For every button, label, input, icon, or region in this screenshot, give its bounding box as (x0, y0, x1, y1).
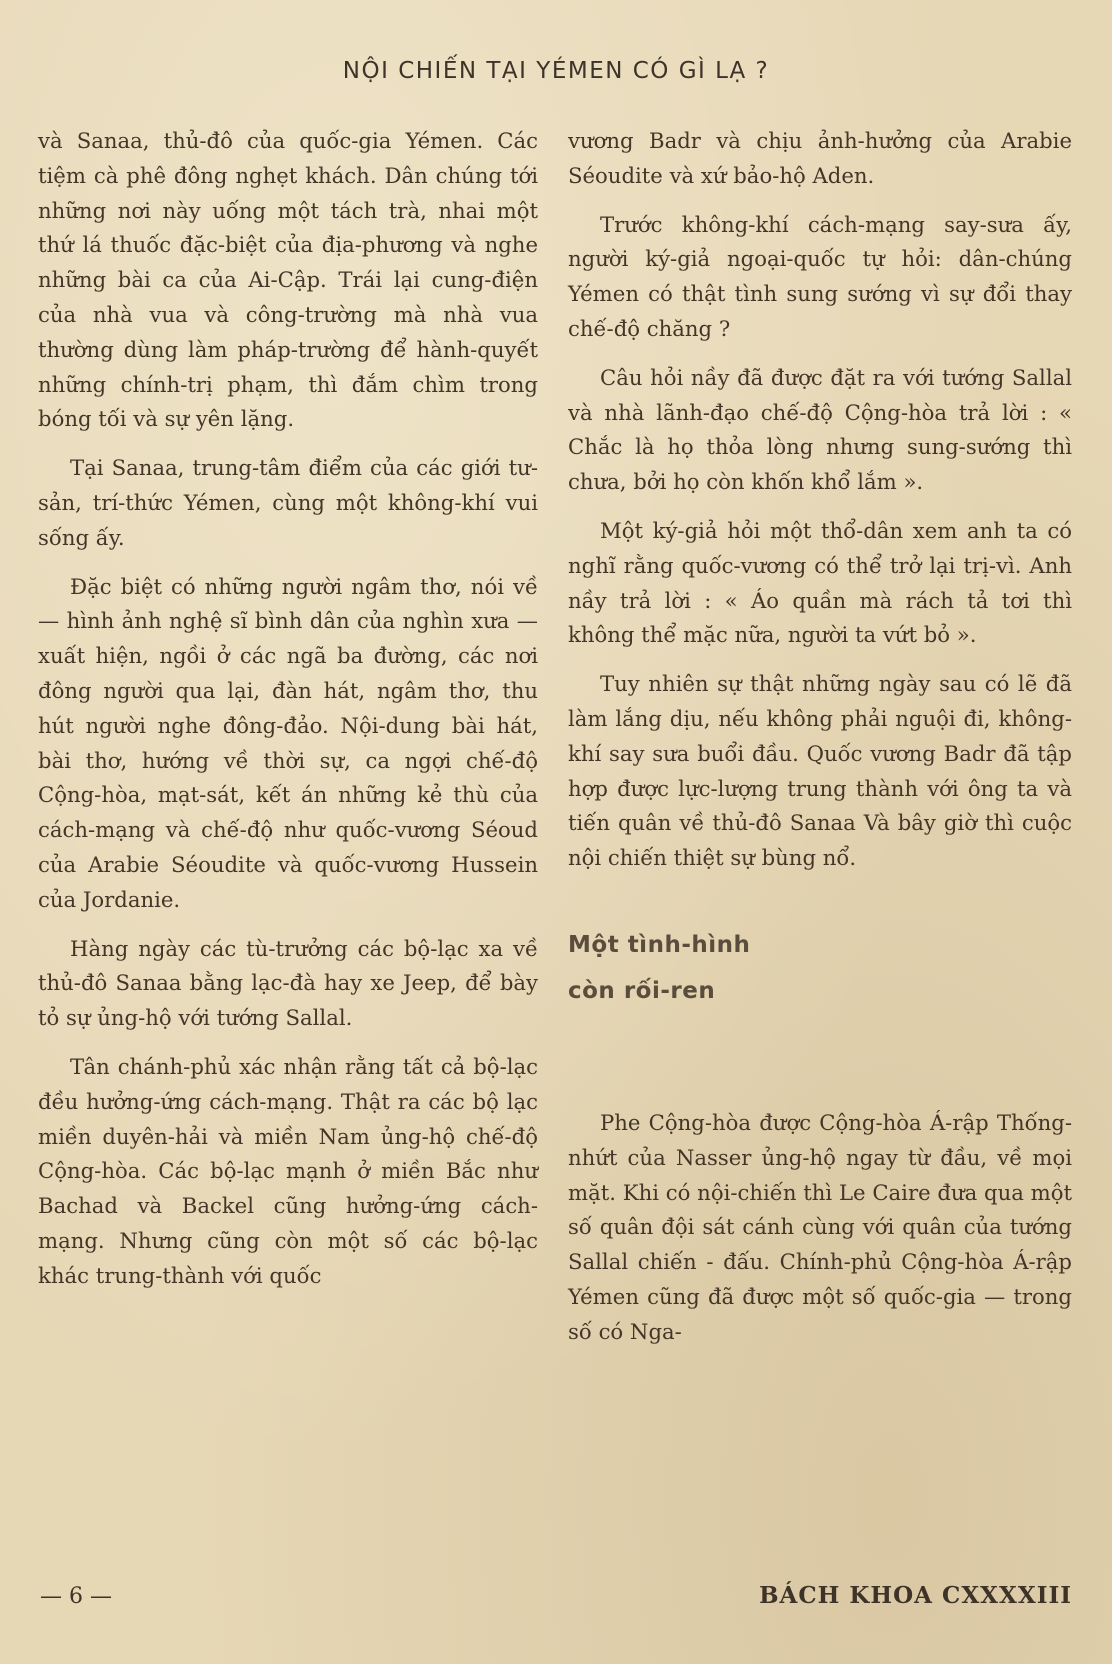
paragraph: Câu hỏi nầy đã được đặt ra với tướng Sallal và nhà lãnh-đạo chế-độ Cộng-hòa trả lời : « Chắc là họ thỏa lòng nhưng sung-sướng thì chưa, bởi họ còn khốn khổ lắm ». (568, 364, 1072, 495)
paragraph: Hàng ngày các tù-trưởng các bộ-lạc xa về thủ-đô Sanaa bằng lạc-đà hay xe Jeep, để bày tỏ sự ủng-hộ với tướng Sallal. (38, 935, 538, 1031)
paragraph: Tại Sanaa, trung-tâm điểm của các giới tư-sản, trí-thức Yémen, cùng một không-khí vui sống ấy. (38, 455, 538, 550)
paragraph: Đặc biệt có những người ngâm thơ, nói về — hình ảnh nghệ sĩ bình dân của nghìn xưa — xuất hiện, ngồi ở các ngã ba đường, các nơi đông người qua lại, đàn hát, ngâm thơ, thu hút người nghe đông-đảo. Nội-dung bài hát, bài thơ, hướng về thời sự, ca ngợi chế-độ Cộng-hòa, mạt-sát, kết án những kẻ thù của cách-mạng và chế-độ như quốc-vương Séoud của Arabie Séoudite và quốc-vương Hussein của Jordanie. (38, 573, 538, 912)
section-heading-line: còn rối-ren (568, 977, 716, 1004)
page-number: — 6 — (40, 1584, 112, 1609)
paragraph: Phe Cộng-hòa được Cộng-hòa Á-rập Thống-nhứt của Nasser ủng-hộ ngay từ đầu, về mọi mặt. Khi có nội-chiến thì Le Caire đưa qua một số quân đội sát cánh cùng với quân của tướng Sallal chiến - đấu. Chính-phủ Cộng-hòa Á-rập Yémen cũng đã được một số quốc-gia — trong số có Nga- (568, 1109, 1072, 1344)
page-title: NỘI CHIẾN TẠI YÉMEN CÓ GÌ LẠ ? (342, 58, 770, 84)
paragraph: Tuy nhiên sự thật những ngày sau có lẽ đã làm lắng dịu, nếu không phải nguội đi, không-khí say sưa buổi đầu. Quốc vương Badr đã tập hợp được lực-lượng trung thành với ông ta và tiến quân về thủ-đô Sanaa Và bây giờ thì cuộc nội chiến thiệt sự bùng nổ. (568, 671, 1072, 871)
paragraph: Một ký-giả hỏi một thổ-dân xem anh ta có nghĩ rằng quốc-vương có thể trở lại trị-vì. Anh nầy trả lời : « Áo quần mà rách tả tơi thì không thể mặc nữa, người ta vứt bỏ ». (568, 517, 1072, 648)
right-column (568, 124, 1072, 1364)
paragraph: và Sanaa, thủ-đô của quốc-gia Yémen. Các tiệm cà phê đông nghẹt khách. Dân chúng tới những nơi này uống một tách trà, nhai một thứ lá thuốc đặc-biệt của địa-phương và nghe những bài ca của Ai-Cập. Trái lại cung-điện của nhà vua và công-trường mà nhà vua thường dùng làm pháp-trường để hành-quyết những chính-trị phạm, thì đắm chìm trong bóng tối và sự yên lặng. (38, 128, 538, 432)
paragraph: Tân chánh-phủ xác nhận rằng tất cả bộ-lạc đều hưởng-ứng cách-mạng. Thật ra các bộ lạc miền duyên-hải và miền Nam ủng-hộ chế-độ Cộng-hòa. Các bộ-lạc mạnh ở miền Bắc như Bachad và Backel cũng hưởng-ứng cách-mạng. Nhưng cũng còn một số các bộ-lạc khác trung-thành với quốc (38, 1053, 538, 1288)
paragraph: vương Badr và chịu ảnh-hưởng của Arabie Séoudite và xứ bảo-hộ Aden. (568, 128, 1072, 188)
left-column (38, 124, 538, 1308)
paragraph: Trước không-khí cách-mạng say-sưa ấy, người ký-giả ngoại-quốc tự hỏi: dân-chúng Yémen có thật tình sung sướng vì sự đổi thay chế-độ chăng ? (568, 211, 1072, 341)
publication-name: BÁCH KHOA CXXXXIII (759, 1582, 1072, 1609)
section-heading (568, 922, 1072, 1014)
section-heading-line: Một tình-hình (568, 931, 751, 958)
